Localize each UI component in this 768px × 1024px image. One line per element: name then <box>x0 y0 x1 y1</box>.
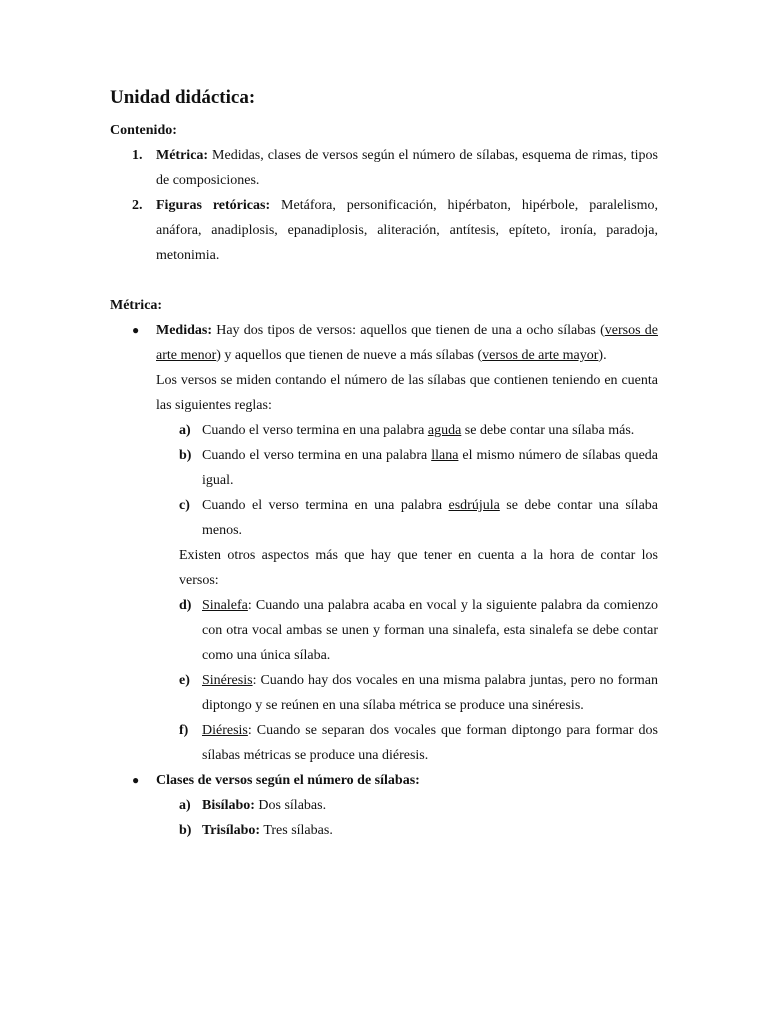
rules-list <box>156 418 658 543</box>
underlined-term: versos de arte menor <box>156 323 658 363</box>
item-number: 2. <box>132 198 143 213</box>
clases-label: Clases de versos según el número de sílabas: <box>156 773 420 788</box>
underlined-term: versos de arte mayor <box>482 348 599 363</box>
item-letter: c) <box>179 498 190 513</box>
list-item <box>156 793 658 818</box>
list-item <box>156 668 658 718</box>
contenido-list <box>110 143 658 268</box>
medidas-rules-intro: Los versos se miden contando el número de las sílabas que contienen teniendo en cuenta las siguientes reglas: <box>156 373 658 413</box>
underlined-term: Sinalefa <box>202 598 248 613</box>
list-item <box>156 593 658 668</box>
item-text: se debe contar una sílaba menos. <box>202 498 658 538</box>
metrica-heading: Métrica: <box>110 298 163 313</box>
list-item <box>156 718 658 768</box>
item-text: el mismo número de sílabas queda igual. <box>202 448 659 488</box>
metrica-list <box>110 318 658 843</box>
contenido-heading: Contenido: <box>110 123 177 138</box>
item-text: se debe contar una sílaba más. <box>461 423 635 438</box>
medidas-label: Medidas: <box>156 323 212 338</box>
list-item <box>156 818 658 843</box>
item-text: : Cuando hay dos vocales en una misma palabra juntas, pero no forman diptongo y se reúnen en una sílaba métrica se produce una sinéresis. <box>202 673 658 713</box>
item-label: Figuras retóricas: <box>156 198 271 213</box>
aspects-intro: Existen otros aspectos más que hay que tener en cuenta a la hora de contar los versos: <box>179 548 658 588</box>
bullet-icon: ● <box>132 773 140 787</box>
item-letter: e) <box>179 673 190 688</box>
item-label: Bisílabo: <box>202 798 255 813</box>
page-title: Unidad didáctica: <box>110 87 256 108</box>
item-letter: b) <box>179 448 192 463</box>
underlined-term: Diéresis <box>202 723 248 738</box>
bullet-icon: ● <box>132 323 140 337</box>
item-text: : Cuando una palabra acaba en vocal y la siguiente palabra da comienzo con otra vocal ambas se unen y forman una sinalefa, esta sinalefa se debe contar como una única sílaba. <box>202 598 658 663</box>
bullet-item-medidas <box>110 318 658 768</box>
item-text: Dos sílabas. <box>254 798 327 813</box>
item-text: Metáfora, personificación, hipérbaton, hipérbole, paralelismo, anáfora, anadiplosis, epanadiplosis, aliteración, antítesis, epíteto, ironía, paradoja, metonimia. <box>156 198 658 263</box>
item-letter: d) <box>179 598 192 613</box>
item-text: : Cuando se separan dos vocales que forman diptongo para formar dos sílabas métricas se produce una diéresis. <box>202 723 658 763</box>
aspects-list <box>156 593 658 768</box>
spacer <box>110 268 658 293</box>
item-label: Trisílabo: <box>202 823 261 838</box>
clases-list <box>156 793 658 843</box>
list-item <box>110 143 658 193</box>
item-text: Medidas, clases de versos según el número de sílabas, esquema de rimas, tipos de composiciones. <box>156 148 658 188</box>
item-text: Tres sílabas. <box>260 823 333 838</box>
item-label: Métrica: <box>156 148 209 163</box>
item-text: Cuando el verso termina en una palabra <box>202 448 432 463</box>
item-letter: a) <box>179 798 191 813</box>
document-page <box>110 84 658 843</box>
item-number: 1. <box>132 148 143 163</box>
medidas-text: ) y aquellos que tienen de nueve a más sílabas ( <box>216 348 483 363</box>
item-text: Cuando el verso termina en una palabra <box>202 498 449 513</box>
medidas-paragraph <box>156 318 658 368</box>
underlined-term: llana <box>431 448 459 463</box>
list-item <box>156 443 658 493</box>
list-item <box>110 193 658 268</box>
item-letter: a) <box>179 423 191 438</box>
underlined-term: Sinéresis <box>202 673 253 688</box>
item-text: Cuando el verso termina en una palabra <box>202 423 428 438</box>
item-letter: f) <box>179 723 189 738</box>
medidas-text: Hay dos tipos de versos: aquellos que tienen de una a ocho sílabas ( <box>212 323 605 338</box>
list-item <box>156 418 658 443</box>
underlined-term: esdrújula <box>448 498 500 513</box>
bullet-item-clases <box>110 768 658 843</box>
medidas-text: ). <box>598 348 607 363</box>
list-item <box>156 493 658 543</box>
item-letter: b) <box>179 823 192 838</box>
underlined-term: aguda <box>427 423 462 438</box>
